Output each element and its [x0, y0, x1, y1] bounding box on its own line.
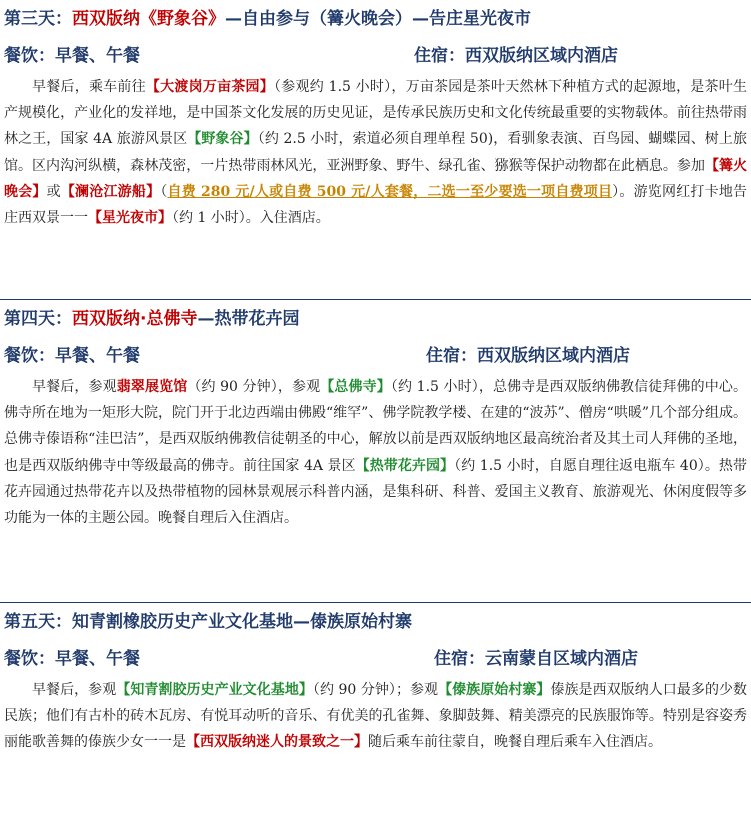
optional-fee-note: 自费 280 元/人或自费 500 元/人套餐，二选一至少要选一项自费项目: [167, 183, 613, 200]
highlight-scenic-spot: 【傣族原始村寨】: [438, 682, 551, 698]
highlight-attraction: 【大渡岗万亩茶园】: [145, 79, 275, 95]
description-text: ）。游览网红打卡地告庄西双景一一: [4, 183, 748, 227]
description-text: （约 1.5 小时，自愿自理往返电瓶车 40）。热带花卉园通过热带花卉以及热带植物的园林景观展示科普内涵，是集科研、科普、爱国主义教育、旅游观光、休闲度假等多功能为一体的主题公园。晚餐自理后入住酒店。: [4, 457, 747, 527]
description-text: （约 2.5 小时，索道必须自理单程 50)，看驯象表演、百鸟园、蝴蝶园、树上旅馆。区内沟河纵横，森林茂密，一片热带雨林风光，亚洲野象、野牛、绿孔雀、猕猴等保护动物都在此栖息。参加: [4, 131, 748, 174]
day-title: [0, 0, 751, 30]
day-title: [0, 603, 751, 633]
description-text: 早餐后，参观: [32, 682, 117, 698]
day-title: [0, 300, 751, 330]
description-text: 早餐后，乘车前往: [32, 79, 146, 95]
day-label: 第五天：: [4, 612, 72, 632]
meals-row: [0, 44, 751, 68]
day-title-rest: —自由参与（篝火晚会）—告庄星光夜市: [225, 9, 531, 29]
day-description: [4, 374, 747, 531]
highlight-attraction: 【西双版纳迷人的景致之一】: [186, 734, 368, 751]
hotel-label: 住宿：西双版纳区域内酒店: [426, 346, 630, 366]
meals-label: 餐饮：早餐、午餐: [4, 649, 140, 669]
highlight-attraction: 【澜沧江游船】: [60, 183, 161, 200]
highlight-attraction: 【篝火晚会】: [4, 157, 748, 200]
description-text: 早餐后，参观: [32, 379, 117, 395]
description-text: 随后乘车前往蒙自，晚餐自理后乘车入住酒店。: [368, 734, 662, 751]
highlight-scenic-spot: 【野象谷】: [187, 131, 258, 148]
description-text: （约 1.5 小时），总佛寺是西双版纳佛教信徒拜佛的中心。佛寺所在地为一矩形大院，院门开于北边西端由佛殿“维罕”、佛学院教学楼、在建的“波苏”、僧房“哄暖”几个部分组成。总佛寺傣语称“洼巴洁”，是西双版纳佛教信徒朝圣的中心，解放以前是西双版纳地区最高统治者及其土司人拜佛的圣地，也是西双版纳佛寺中等级最高的佛寺。前往国家 4A 景区: [4, 379, 748, 474]
meals-label: 餐饮：早餐、午餐: [4, 46, 140, 66]
highlight-scenic-spot: 【总佛寺】: [320, 379, 391, 395]
day-title-highlight: 西双版纳·总佛寺: [72, 309, 198, 329]
description-text: 傣族是西双版纳人口最多的少数民族；他们有古朴的砖木瓦房、有悦耳动听的音乐、有优美的孔雀舞、象脚鼓舞、精美漂亮的民族服饰等。特别是容姿秀丽能歌善舞的傣族少女一一是: [4, 682, 748, 751]
highlight-scenic-spot: 【热带花卉园】: [355, 457, 455, 474]
day-label: 第三天：: [4, 9, 72, 29]
description-text: （约 90 分钟）；参观: [312, 682, 439, 698]
hotel-label: 住宿：西双版纳区域内酒店: [414, 46, 618, 66]
day-description: [4, 677, 747, 756]
day-title-highlight: 西双版纳《野象谷》: [72, 9, 225, 29]
description-text: （约 1 小时）。入住酒店。: [172, 210, 330, 227]
meals-label: 餐饮：早餐、午餐: [4, 346, 140, 366]
description-text: 或: [46, 183, 61, 200]
highlight-attraction: 翡翠展览馆: [116, 379, 188, 395]
day-5-section: [0, 603, 751, 814]
day-title-rest: 知青割橡胶历史产业文化基地—傣族原始村寨: [72, 612, 412, 632]
highlight-attraction: 【星光夜市】: [88, 210, 172, 227]
highlight-scenic-spot: 【知青割胶历史产业文化基地】: [116, 682, 313, 698]
description-text: （参观约 1.5 小时），万亩茶园是茶叶天然林下种植方式的起源地，是茶叶生产规模化，产业化的发祥地，是中国茶文化发展的历史见证，是传承民族历史和文化传统最重要的实物载体。前往热带雨林之王，国家 4A 旅游风景区: [4, 79, 748, 148]
description-text: （约 90 分钟），参观: [187, 379, 321, 395]
day-4-section: [0, 300, 751, 603]
day-title-rest: —热带花卉园: [197, 309, 300, 329]
day-3-section: [0, 0, 751, 300]
hotel-label: 住宿：云南蒙自区域内酒店: [434, 649, 638, 669]
day-label: 第四天：: [4, 309, 72, 329]
day-description: [4, 74, 747, 231]
meals-row: [0, 344, 751, 368]
meals-row: [0, 647, 751, 671]
description-text: （: [160, 183, 168, 200]
